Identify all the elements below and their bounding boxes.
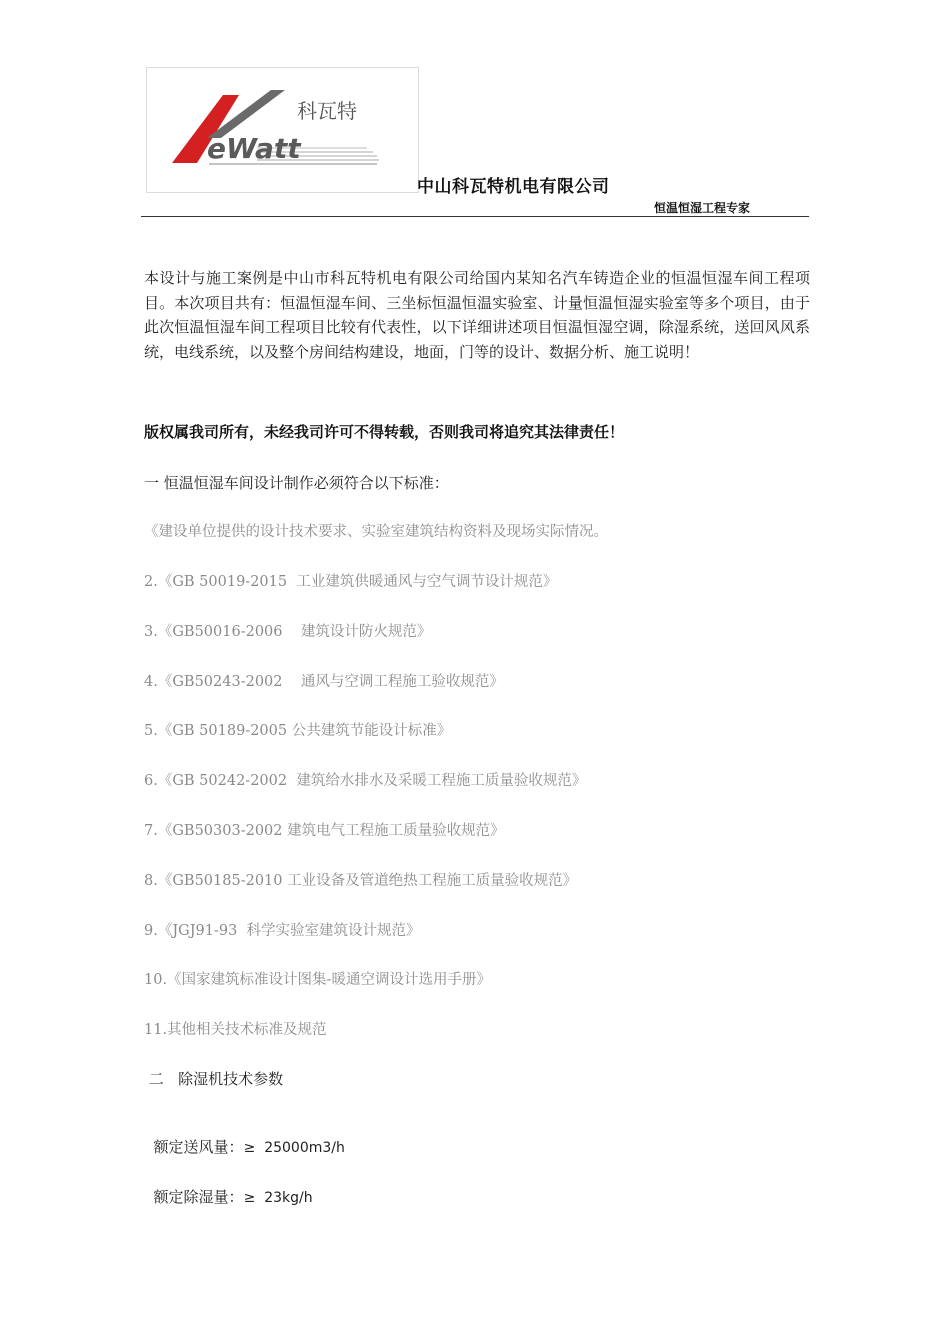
param-label: 额定送风量： <box>153 1138 244 1156</box>
standard-item: 10.《国家建筑标准设计图集-暖通空调设计选用手册》 <box>144 972 491 988</box>
param-label: 额定除湿量： <box>153 1188 244 1206</box>
logo-en-text: eWatt <box>207 132 301 165</box>
header-divider <box>141 216 809 217</box>
standard-item: 2.《GB 50019-2015 工业建筑供暖通风与空气调节设计规范》 <box>144 574 558 590</box>
param-row <box>144 1168 313 1207</box>
standard-item: 4.《GB50243-2002 通风与空调工程施工验收规范》 <box>144 674 504 690</box>
kewatt-logo-icon <box>147 68 418 192</box>
standard-item: 3.《GB50016-2006 建筑设计防火规范》 <box>144 624 432 640</box>
standard-item: 5.《GB 50189-2005 公共建筑节能设计标准》 <box>144 723 452 739</box>
standard-item: 9.《JGJ91-93 科学实验室建筑设计规范》 <box>144 923 421 939</box>
logo-cn-text: 科瓦特 <box>297 99 357 123</box>
copyright-notice: 版权属我司所有，未经我司许可不得转载，否则我司将追究其法律责任！ <box>144 423 625 441</box>
company-name: 中山科瓦特机电有限公司 <box>417 177 610 197</box>
standard-item: 7.《GB50303-2002 建筑电气工程施工质量验收规范》 <box>144 823 505 839</box>
standard-item: 8.《GB50185-2010 工业设备及管道绝热工程施工质量验收规范》 <box>144 873 578 889</box>
section-2-title: 二 除湿机技术参数 <box>144 1070 284 1088</box>
section-1-title: 一 恒温恒湿车间设计制作必须符合以下标准： <box>144 474 449 492</box>
param-row <box>144 1118 345 1157</box>
standard-item: 6.《GB 50242-2002 建筑给水排水及采暖工程施工质量验收规范》 <box>144 773 587 789</box>
standard-item: 11.其他相关技术标准及规范 <box>144 1022 327 1038</box>
company-tagline: 恒温恒湿工程专家 <box>654 201 751 215</box>
company-logo <box>146 67 419 193</box>
intro-paragraph: 本设计与施工案例是中山市科瓦特机电有限公司给国内某知名汽车铸造企业的恒温恒湿车间工程项目。本次项目共有：恒温恒湿车间、三坐标恒温恒温实验室、计量恒温恒湿实验室等多个项目，由于此次恒温恒湿车间工程项目比较有代表性，以下详细讲述项目恒温恒湿空调，除湿系统，送回风风系统，电线系统，以及整个房间结构建设，地面，门等的设计、数据分析、施工说明！ <box>144 269 810 361</box>
param-value: ≥ 25000m3/h <box>243 1140 345 1156</box>
param-value: ≥ 23kg/h <box>243 1190 313 1206</box>
standard-item: 《建设单位提供的设计技术要求、实验室建筑结构资料及现场实际情况。 <box>144 524 608 540</box>
